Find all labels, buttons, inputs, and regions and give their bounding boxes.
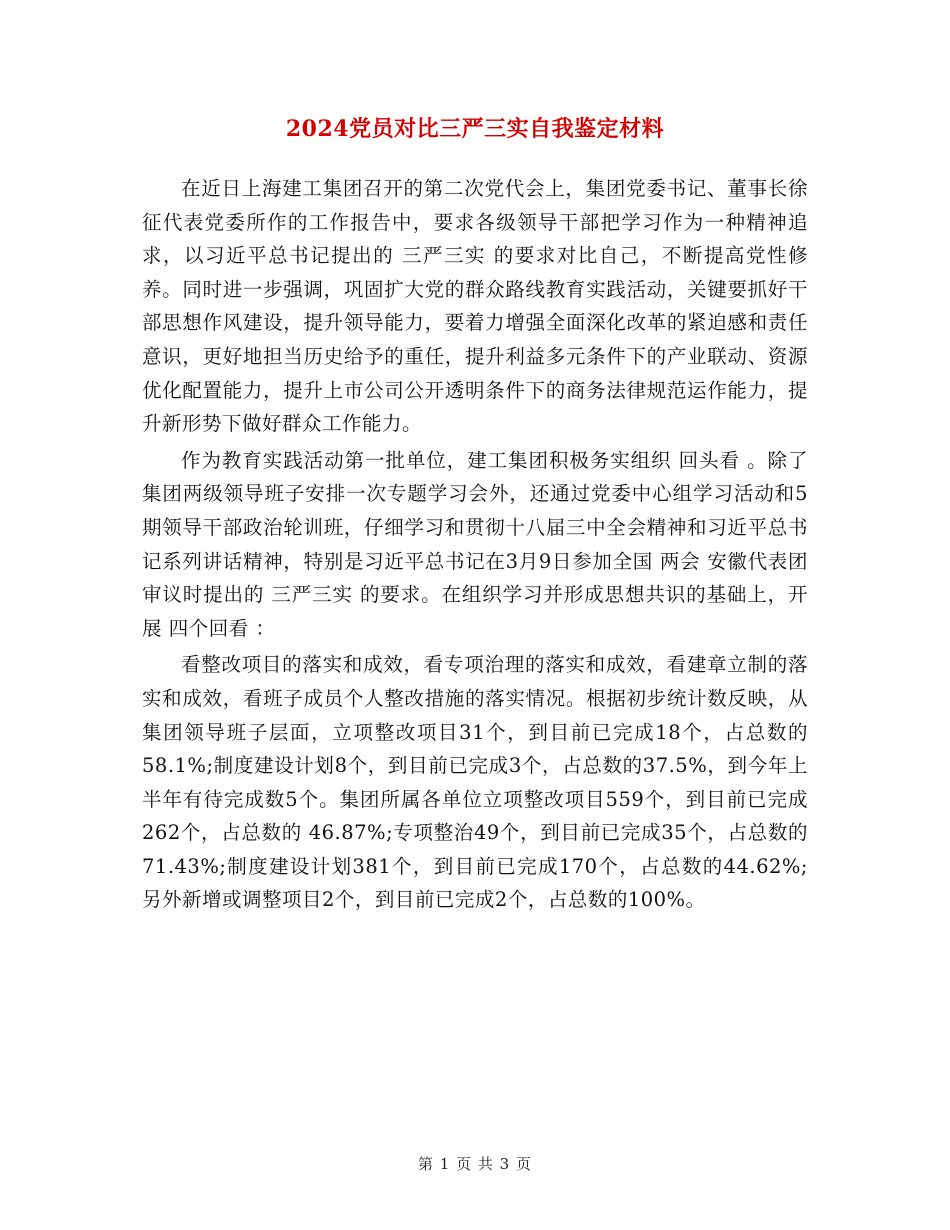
paragraph-3: 看整改项目的落实和成效，看专项治理的落实和成效，看建章立制的落实和成效，看班子成员个人整改措施的落实情况。根据初步统计数反映，从集团领导班子层面，立项整改项目31个，到目前已完成18个，占总数的58.1%;制度建设计划8个，到目前已完成3个，占总数的37.5%，到今年上半年有待完成数5个。集团所属各单位立项整改项目559个，到目前已完成262个，占总数的 46.87%;专项整治49个，到目前已完成35个，占总数的71.43%;制度建设计划381个，到目前已完成170个，占总数的44.62%;另外新增或调整项目2个，到目前已完成2个，占总数的100%。	[142, 653, 808, 912]
page-number-footer: 第 1 页 共 3 页	[418, 1155, 532, 1173]
document-title: 2024党员对比三严三实自我鉴定材料	[285, 116, 665, 142]
document-body	[142, 172, 808, 920]
paragraph-2: 作为教育实践活动第一批单位，建工集团积极务实组织 回头看 。除了集团两级领导班子安排一次专题学习会外，还通过党委中心组学习活动和5期领导干部政治轮训班，仔细学习和贯彻十八届三中全会精神和习近平总书记系列讲话精神，特别是习近平总书记在3月9日参加全国 两会 安徽代表团审议时提出的 三严三实 的要求。在组织学习并形成思想共识的基础上，开展 四个回看 ：	[142, 448, 808, 640]
paragraph-1: 在近日上海建工集团召开的第二次党代会上，集团党委书记、董事长徐征代表党委所作的工作报告中，要求各级领导干部把学习作为一种精神追求，以习近平总书记提出的 三严三实 的要求对比自己，不断提高党性修养。同时进一步强调，巩固扩大党的群众路线教育实践活动，关键要抓好干部思想作风建设，提升领导能力，要着力增强全面深化改革的紧迫感和责任意识，更好地担当历史给予的重任，提升利益多元条件下的产业联动、资源优化配置能力，提升上市公司公开透明条件下的商务法律规范运作能力，提升新形势下做好群众工作能力。	[142, 177, 808, 436]
